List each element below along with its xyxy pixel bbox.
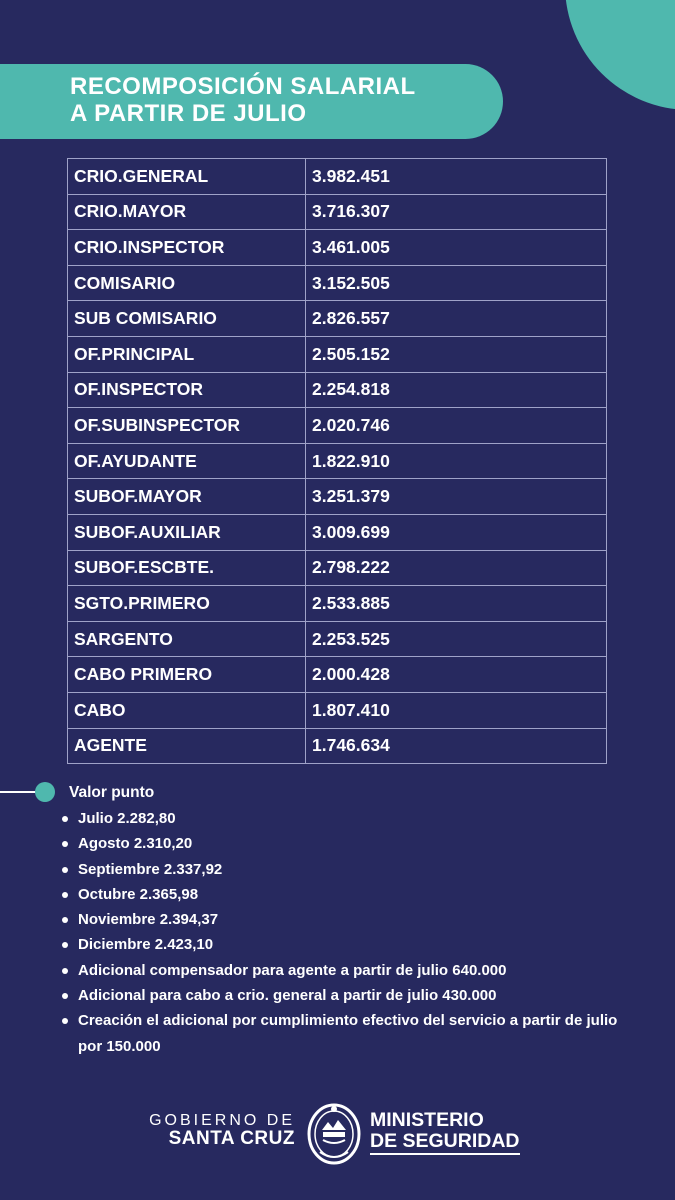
- page-title-line1: RECOMPOSICIÓN SALARIAL: [70, 73, 416, 100]
- amount-cell: 2.020.746: [306, 408, 607, 444]
- table-row: [68, 728, 607, 764]
- title-banner: [0, 64, 503, 139]
- list-item-text: Septiembre 2.337,92: [78, 860, 223, 878]
- list-item-text: Adicional compensador para agente a partir de julio 640.000: [78, 961, 507, 979]
- province-coat-of-arms-icon: [306, 1100, 362, 1166]
- list-item: [62, 907, 622, 932]
- amount-cell: 2.254.818: [306, 372, 607, 408]
- salary-table: [67, 158, 607, 764]
- table-row: [68, 336, 607, 372]
- rank-cell: SUBOF.MAYOR: [68, 479, 306, 515]
- amount-cell: 3.251.379: [306, 479, 607, 515]
- rank-cell: SUBOF.AUXILIAR: [68, 514, 306, 550]
- salary-table-body: [68, 159, 607, 764]
- page-title-line2: A PARTIR DE JULIO: [70, 100, 307, 127]
- rank-cell: CRIO.MAYOR: [68, 194, 306, 230]
- list-item: [62, 1008, 622, 1059]
- rank-cell: SUB COMISARIO: [68, 301, 306, 337]
- table-row: [68, 621, 607, 657]
- rank-cell: OF.INSPECTOR: [68, 372, 306, 408]
- ministry-name: DE SEGURIDAD: [370, 1131, 520, 1155]
- rank-cell: AGENTE: [68, 728, 306, 764]
- table-row: [68, 586, 607, 622]
- amount-cell: 2.826.557: [306, 301, 607, 337]
- table-row: [68, 194, 607, 230]
- list-item: [62, 882, 622, 907]
- bullet-icon: [62, 867, 68, 873]
- table-row: [68, 301, 607, 337]
- amount-cell: 2.798.222: [306, 550, 607, 586]
- table-row: [68, 230, 607, 266]
- corner-decoration: [565, 0, 675, 110]
- list-item-text: Noviembre 2.394,37: [78, 911, 219, 929]
- amount-cell: 3.716.307: [306, 194, 607, 230]
- bullet-icon: [62, 841, 68, 847]
- bullet-icon: [62, 942, 68, 948]
- list-item: [62, 806, 622, 831]
- list-item-text: Julio 2.282,80: [78, 810, 176, 827]
- amount-cell: 1.807.410: [306, 692, 607, 728]
- table-row: [68, 159, 607, 195]
- bullet-icon: [62, 917, 68, 923]
- table-row: [68, 657, 607, 693]
- amount-cell: 3.009.699: [306, 514, 607, 550]
- amount-cell: 2.000.428: [306, 657, 607, 693]
- table-row: [68, 479, 607, 515]
- rank-cell: OF.PRINCIPAL: [68, 336, 306, 372]
- table-row: [68, 372, 607, 408]
- amount-cell: 1.746.634: [306, 728, 607, 764]
- government-label: GOBIERNO DE: [149, 1112, 295, 1129]
- rank-cell: OF.AYUDANTE: [68, 443, 306, 479]
- rank-cell: COMISARIO: [68, 265, 306, 301]
- table-row: [68, 550, 607, 586]
- government-logo-text: [149, 1112, 295, 1150]
- table-row: [68, 265, 607, 301]
- bullet-icon: [62, 968, 68, 974]
- rank-cell: CRIO.GENERAL: [68, 159, 306, 195]
- rank-cell: SUBOF.ESCBTE.: [68, 550, 306, 586]
- list-item: [62, 857, 622, 882]
- ministry-label: MINISTERIO: [370, 1109, 484, 1131]
- amount-cell: 3.152.505: [306, 265, 607, 301]
- section-marker-dot: [35, 782, 55, 802]
- table-row: [68, 692, 607, 728]
- list-item-text: Octubre 2.365,98: [78, 885, 199, 903]
- bullet-icon: [62, 1018, 68, 1024]
- bullet-icon: [62, 816, 68, 822]
- rank-cell: CRIO.INSPECTOR: [68, 230, 306, 266]
- amount-cell: 2.253.525: [306, 621, 607, 657]
- list-item-text: Adicional para cabo a crio. general a partir de julio 430.000: [78, 987, 497, 1005]
- list-item: [62, 831, 622, 856]
- bullet-icon: [62, 993, 68, 999]
- ministry-logo-text: [370, 1110, 520, 1155]
- rank-cell: SARGENTO: [68, 621, 306, 657]
- bullet-icon: [62, 892, 68, 898]
- table-row: [68, 443, 607, 479]
- list-item-text: Creación el adicional por cumplimiento efectivo del servicio a partir de julio por 150.000: [78, 1012, 618, 1055]
- table-row: [68, 514, 607, 550]
- rank-cell: OF.SUBINSPECTOR: [68, 408, 306, 444]
- rank-cell: CABO PRIMERO: [68, 657, 306, 693]
- rank-cell: CABO: [68, 692, 306, 728]
- valor-punto-title: Valor punto: [69, 784, 155, 801]
- valor-punto-list: [62, 806, 622, 1059]
- list-item: [62, 983, 622, 1008]
- list-item: [62, 932, 622, 957]
- section-divider-line: [0, 791, 40, 793]
- province-name: SANTA CRUZ: [168, 1128, 295, 1149]
- list-item-text: Agosto 2.310,20: [78, 835, 193, 853]
- amount-cell: 3.982.451: [306, 159, 607, 195]
- amount-cell: 2.533.885: [306, 586, 607, 622]
- rank-cell: SGTO.PRIMERO: [68, 586, 306, 622]
- list-item: [62, 958, 622, 983]
- amount-cell: 3.461.005: [306, 230, 607, 266]
- table-row: [68, 408, 607, 444]
- amount-cell: 1.822.910: [306, 443, 607, 479]
- amount-cell: 2.505.152: [306, 336, 607, 372]
- list-item-text: Diciembre 2.423,10: [78, 936, 214, 954]
